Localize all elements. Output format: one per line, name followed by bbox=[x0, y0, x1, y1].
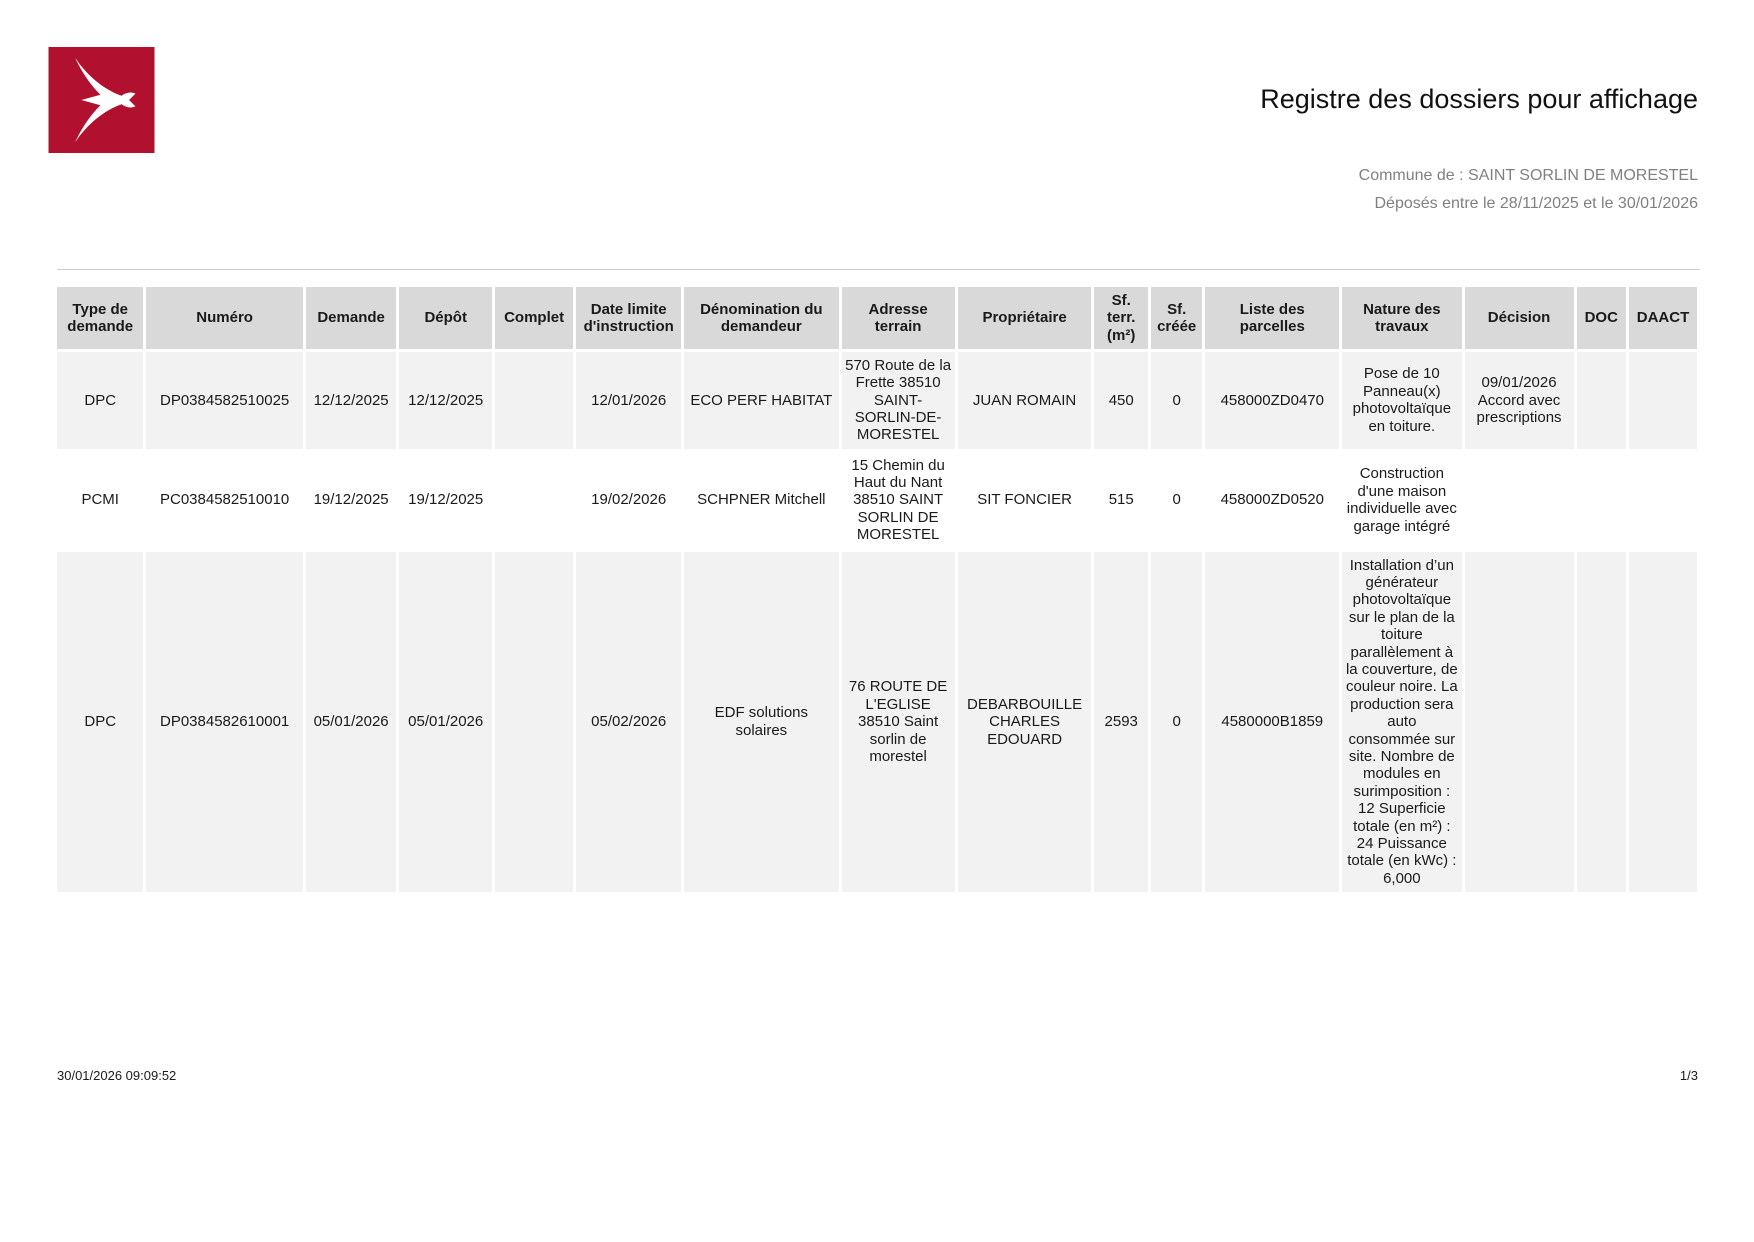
footer-timestamp: 30/01/2026 09:09:52 bbox=[57, 1068, 177, 1083]
cell-adresse: 570 Route de la Frette 38510 SAINT-SORLIN-DE-MORESTEL bbox=[842, 352, 955, 449]
table-header-row bbox=[57, 287, 1697, 349]
cell-complet bbox=[495, 452, 573, 549]
cell-complet bbox=[495, 352, 573, 449]
cell-daact bbox=[1629, 452, 1697, 549]
cell-parcelles: 458000ZD0520 bbox=[1205, 452, 1339, 549]
col-header-adresse-terrain: Adresse terrain bbox=[842, 287, 955, 349]
col-header-liste-parcelles: Liste des parcelles bbox=[1205, 287, 1339, 349]
col-header-depot: Dépôt bbox=[399, 287, 492, 349]
cell-proprietaire: JUAN ROMAIN bbox=[958, 352, 1092, 449]
cell-complet bbox=[495, 552, 573, 892]
cell-nature: Pose de 10 Panneau(x) photovoltaïque en toiture. bbox=[1342, 352, 1461, 449]
col-header-date-limite: Date limite d'instruction bbox=[576, 287, 681, 349]
page-title: Registre des dossiers pour affichage bbox=[1260, 84, 1698, 114]
header-rule bbox=[57, 269, 1700, 270]
col-header-doc: DOC bbox=[1577, 287, 1626, 349]
cell-sf-creee: 0 bbox=[1151, 352, 1202, 449]
cell-adresse: 15 Chemin du Haut du Nant 38510 SAINT SORLIN DE MORESTEL bbox=[842, 452, 955, 549]
table-row bbox=[57, 352, 1697, 449]
table-row bbox=[57, 552, 1697, 892]
periode-line: Déposés entre le 28/11/2025 et le 30/01/2026 bbox=[1374, 195, 1698, 212]
col-header-sf-creee: Sf. créée bbox=[1151, 287, 1202, 349]
cell-proprietaire: SIT FONCIER bbox=[958, 452, 1092, 549]
cell-sf-terr: 2593 bbox=[1094, 552, 1148, 892]
cell-adresse: 76 ROUTE DE L'EGLISE 38510 Saint sorlin de morestel bbox=[842, 552, 955, 892]
cell-nature: Installation d’un générateur photovoltaïque sur le plan de la toiture parallèlement à la couverture, de couleur noire. La production sera auto consommée sur site. Nombre de modules en surimposition : 12 Superficie totale (en m²) : 24 Puissance totale (en kWc) : 6,000 bbox=[1342, 552, 1461, 892]
col-header-decision: Décision bbox=[1465, 287, 1574, 349]
cell-demande: 19/12/2025 bbox=[306, 452, 397, 549]
footer-page-number: 1/3 bbox=[1679, 1068, 1698, 1083]
cell-depot: 05/01/2026 bbox=[399, 552, 492, 892]
dossiers-table bbox=[54, 284, 1700, 895]
cell-denomination: ECO PERF HABITAT bbox=[684, 352, 838, 449]
col-header-complet: Complet bbox=[495, 287, 573, 349]
cell-demande: 05/01/2026 bbox=[306, 552, 397, 892]
cell-numero: PC0384582510010 bbox=[146, 452, 302, 549]
cell-decision bbox=[1465, 552, 1574, 892]
cell-date-limite: 12/01/2026 bbox=[576, 352, 681, 449]
cell-numero: DP0384582610001 bbox=[146, 552, 302, 892]
cell-type: PCMI bbox=[57, 452, 143, 549]
cell-doc bbox=[1577, 352, 1626, 449]
cell-depot: 19/12/2025 bbox=[399, 452, 492, 549]
cell-depot: 12/12/2025 bbox=[399, 352, 492, 449]
cell-denomination: EDF solutions solaires bbox=[684, 552, 838, 892]
cell-nature: Construction d'une maison individuelle avec garage intégré bbox=[1342, 452, 1461, 549]
cell-proprietaire: DEBARBOUILLE CHARLES EDOUARD bbox=[958, 552, 1092, 892]
col-header-daact: DAACT bbox=[1629, 287, 1697, 349]
cell-parcelles: 4580000B1859 bbox=[1205, 552, 1339, 892]
cell-sf-creee: 0 bbox=[1151, 452, 1202, 549]
cell-doc bbox=[1577, 552, 1626, 892]
cell-date-limite: 19/02/2026 bbox=[576, 452, 681, 549]
cell-daact bbox=[1629, 352, 1697, 449]
col-header-nature-travaux: Nature des travaux bbox=[1342, 287, 1461, 349]
cell-decision bbox=[1465, 452, 1574, 549]
cell-daact bbox=[1629, 552, 1697, 892]
swallow-bird-icon bbox=[48, 47, 155, 153]
table-row bbox=[57, 452, 1697, 549]
col-header-demande: Demande bbox=[306, 287, 397, 349]
cell-demande: 12/12/2025 bbox=[306, 352, 397, 449]
cell-date-limite: 05/02/2026 bbox=[576, 552, 681, 892]
cell-type: DPC bbox=[57, 352, 143, 449]
cell-doc bbox=[1577, 452, 1626, 549]
cell-sf-creee: 0 bbox=[1151, 552, 1202, 892]
col-header-proprietaire: Propriétaire bbox=[958, 287, 1092, 349]
cell-type: DPC bbox=[57, 552, 143, 892]
col-header-type-de-demande: Type de demande bbox=[57, 287, 143, 349]
report-subtitle bbox=[1359, 162, 1698, 218]
cell-denomination: SCHPNER Mitchell bbox=[684, 452, 838, 549]
col-header-sf-terr: Sf. terr. (m²) bbox=[1094, 287, 1148, 349]
col-header-denomination: Dénomination du demandeur bbox=[684, 287, 838, 349]
cell-numero: DP0384582510025 bbox=[146, 352, 302, 449]
cell-sf-terr: 515 bbox=[1094, 452, 1148, 549]
cell-decision: 09/01/2026 Accord avec prescriptions bbox=[1465, 352, 1574, 449]
col-header-numero: Numéro bbox=[146, 287, 302, 349]
commune-line: Commune de : SAINT SORLIN DE MORESTEL bbox=[1358, 167, 1698, 184]
cell-sf-terr: 450 bbox=[1094, 352, 1148, 449]
cell-parcelles: 458000ZD0470 bbox=[1205, 352, 1339, 449]
